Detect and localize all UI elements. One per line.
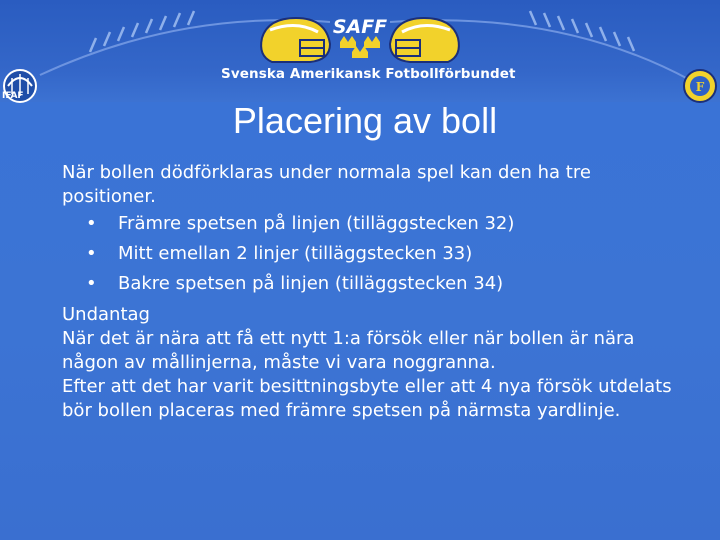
exception-text-2: Efter att det har varit besittningsbyte eller att 4 nya försök utdelats bör bollen placeras med främre spetsen på närmsta yardlinje. [62, 376, 672, 421]
org-name: Svenska Amerikansk Fotbollförbundet [221, 66, 516, 82]
exception-text-1: När det är nära att få ett nytt 1:a försök eller när bollen är nära någon av mållinjerna, måste vi vara noggranna. [62, 328, 635, 373]
helmet-icon [390, 18, 459, 62]
list-item-label: Bakre spetsen på linjen (tilläggstecken 34) [118, 273, 504, 294]
slide-title: Placering av boll [232, 100, 498, 141]
bullet-icon: • [86, 243, 97, 264]
svg-text:F: F [695, 80, 705, 94]
crown-icon [340, 36, 380, 58]
list-item [62, 273, 682, 295]
list-item [62, 213, 682, 235]
bullet-icon: • [86, 273, 97, 294]
list-item-label: Främre spetsen på linjen (tilläggstecken 32) [118, 213, 515, 234]
list-item-label: Mitt emellan 2 linjer (tilläggstecken 33) [118, 243, 473, 264]
position-list [62, 213, 682, 295]
slide-body [62, 161, 682, 423]
ifaf-label: IFAF [2, 91, 24, 101]
exception-heading: Undantag [62, 304, 150, 325]
helmet-icon [261, 18, 330, 62]
bullet-icon: • [86, 213, 97, 234]
org-abbrev: SAFF [332, 16, 388, 38]
efaf-logo-icon [684, 70, 716, 102]
intro-text: När bollen dödförklaras under normala spel kan den ha tre positioner. [62, 162, 591, 207]
list-item [62, 243, 682, 265]
